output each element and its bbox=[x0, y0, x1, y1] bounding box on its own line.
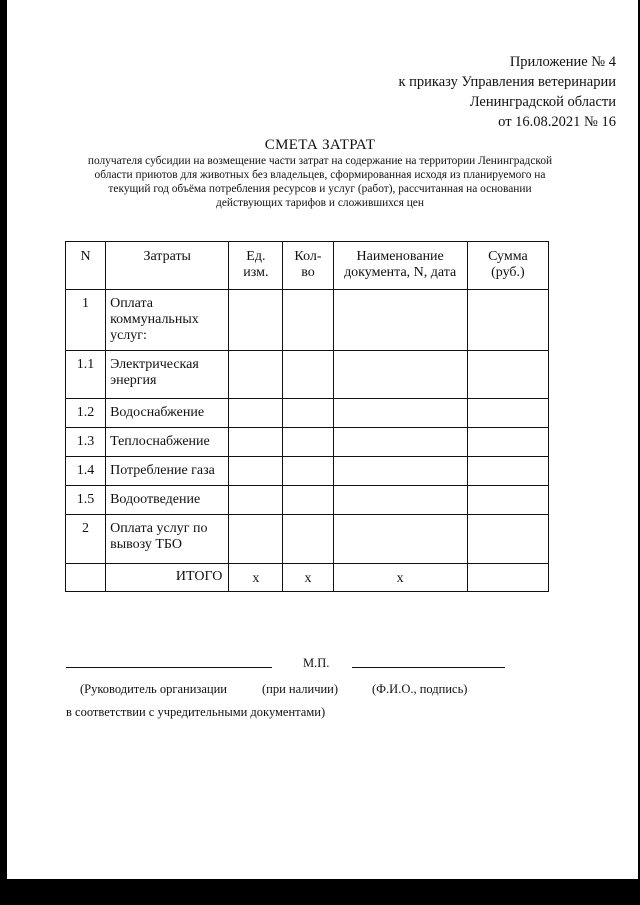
row-qty-cell bbox=[283, 399, 333, 428]
row-qty-cell bbox=[283, 486, 333, 515]
row-qty-cell bbox=[283, 457, 333, 486]
row-unit-cell bbox=[229, 486, 283, 515]
cost-estimate-table bbox=[65, 241, 549, 592]
header-sum: Сумма (руб.) bbox=[467, 242, 548, 290]
document-subtitle bbox=[60, 154, 580, 210]
row-number: 1.2 bbox=[66, 399, 106, 428]
total-sum-cell bbox=[467, 564, 548, 592]
caption-fio: (Ф.И.О., подпись) bbox=[372, 682, 468, 696]
row-number: 1.1 bbox=[66, 351, 106, 399]
table-row bbox=[66, 515, 549, 564]
row-unit-cell bbox=[229, 290, 283, 351]
row-number: 1.4 bbox=[66, 457, 106, 486]
header-n: N bbox=[66, 242, 106, 290]
header-cost: Затраты bbox=[106, 242, 229, 290]
table-header-row bbox=[66, 242, 549, 290]
total-label: ИТОГО bbox=[106, 564, 229, 592]
table-row bbox=[66, 457, 549, 486]
row-cost-name: Электрическая энергия bbox=[106, 351, 229, 399]
row-qty-cell bbox=[283, 351, 333, 399]
signature-line-fio bbox=[352, 667, 505, 668]
row-qty-cell bbox=[283, 515, 333, 564]
row-doc-cell bbox=[333, 290, 467, 351]
header-document: Наименование документа, N, дата bbox=[333, 242, 467, 290]
row-cost-name: Водоотведение bbox=[106, 486, 229, 515]
row-doc-cell bbox=[333, 515, 467, 564]
row-cost-name: Потребление газа bbox=[106, 457, 229, 486]
signature-line-head bbox=[66, 667, 272, 668]
row-qty-cell bbox=[283, 290, 333, 351]
footer-note: в соответствии с учредительными документами) bbox=[66, 705, 326, 719]
appendix-date: от 16.08.2021 № 16 bbox=[498, 114, 616, 130]
subtitle-line: действующих тарифов и сложившихся цен bbox=[216, 197, 424, 209]
row-doc-cell bbox=[333, 351, 467, 399]
scan-edge-bottom bbox=[0, 879, 640, 905]
row-sum-cell bbox=[467, 399, 548, 428]
subtitle-line: получателя субсидии на возмещение части затрат на содержание на территории Ленинградской bbox=[87, 155, 553, 167]
row-doc-cell bbox=[333, 428, 467, 457]
row-number: 2 bbox=[66, 515, 106, 564]
total-row bbox=[66, 564, 549, 592]
header-unit: Ед. изм. bbox=[229, 242, 283, 290]
caption-stamp: (при наличии) bbox=[262, 682, 339, 696]
row-sum-cell bbox=[467, 515, 548, 564]
row-cost-name: Оплата услуг по вывозу ТБО bbox=[106, 515, 229, 564]
row-sum-cell bbox=[467, 457, 548, 486]
appendix-order-ref: к приказу Управления ветеринарии bbox=[398, 74, 616, 90]
total-unit-mark: х bbox=[229, 564, 283, 592]
row-unit-cell bbox=[229, 515, 283, 564]
row-doc-cell bbox=[333, 399, 467, 428]
stamp-placeholder: М.П. bbox=[303, 656, 330, 670]
row-unit-cell bbox=[229, 351, 283, 399]
row-cost-name: Водоснабжение bbox=[106, 399, 229, 428]
row-doc-cell bbox=[333, 457, 467, 486]
subtitle-line: текущий год объёма потребления ресурсов и услуг (работ), рассчитанная на основании bbox=[108, 183, 532, 195]
row-sum-cell bbox=[467, 428, 548, 457]
row-unit-cell bbox=[229, 428, 283, 457]
document-title: СМЕТА ЗАТРАТ bbox=[264, 137, 376, 153]
row-number: 1.5 bbox=[66, 486, 106, 515]
total-doc-mark: х bbox=[333, 564, 467, 592]
row-cost-name: Теплоснабжение bbox=[106, 428, 229, 457]
table-row bbox=[66, 290, 549, 351]
subtitle-line: области приютов для животных без владельцев, сформированная исходя из планируемого на bbox=[94, 169, 546, 181]
table-row bbox=[66, 428, 549, 457]
scan-edge-left bbox=[0, 0, 7, 905]
caption-head: (Руководитель организации bbox=[80, 682, 227, 696]
row-cost-name: Оплата коммунальных услуг: bbox=[106, 290, 229, 351]
appendix-header bbox=[398, 52, 616, 132]
row-sum-cell bbox=[467, 351, 548, 399]
row-doc-cell bbox=[333, 486, 467, 515]
header-qty: Кол- во bbox=[283, 242, 333, 290]
row-unit-cell bbox=[229, 399, 283, 428]
total-qty-mark: х bbox=[283, 564, 333, 592]
appendix-region: Ленинградской области bbox=[469, 94, 616, 110]
row-sum-cell bbox=[467, 486, 548, 515]
row-sum-cell bbox=[467, 290, 548, 351]
appendix-number: Приложение № 4 bbox=[509, 54, 616, 70]
row-number: 1.3 bbox=[66, 428, 106, 457]
row-qty-cell bbox=[283, 428, 333, 457]
row-number: 1 bbox=[66, 290, 106, 351]
row-unit-cell bbox=[229, 457, 283, 486]
table-row bbox=[66, 399, 549, 428]
table-row bbox=[66, 351, 549, 399]
table-row bbox=[66, 486, 549, 515]
total-blank-cell bbox=[66, 564, 106, 592]
